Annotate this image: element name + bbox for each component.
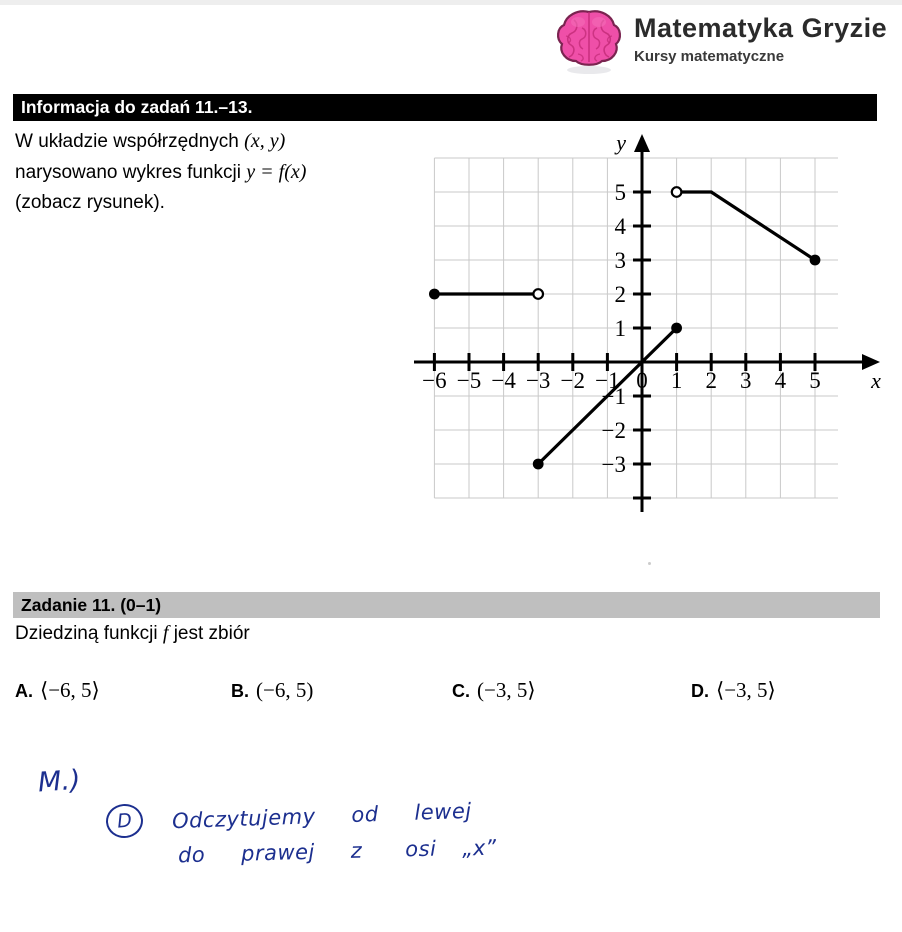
handwriting-line-2: do prawej z osi <box>177 836 437 868</box>
y-tick-label: 3 <box>614 248 626 273</box>
brain-icon <box>552 6 626 78</box>
page-top-strip <box>0 0 902 5</box>
y-tick-label: 4 <box>614 214 626 239</box>
y-tick-label: −1 <box>601 384 626 409</box>
brand-text-block <box>634 6 887 65</box>
brand-title: Matematyka Gryzie <box>634 13 888 43</box>
task-question-tail: jest zbiór <box>173 623 250 644</box>
closed-point-marker <box>810 255 821 266</box>
handwriting-line-1: Odczytujemy od lewej <box>171 798 472 834</box>
x-tick-label: 3 <box>740 368 752 393</box>
info-line-3 <box>15 188 415 218</box>
info-line-1-text: W układzie współrzędnych <box>15 131 239 152</box>
handwriting-circled-answer: D <box>105 802 145 839</box>
info-line-3-text: (zobacz rysunek). <box>15 192 165 213</box>
info-banner-title: Informacja do zadań 11.–13. <box>21 97 253 117</box>
page-speck <box>648 562 651 565</box>
task-question-math: f <box>162 622 169 644</box>
info-banner <box>13 94 877 121</box>
info-line-2-math: y = f(x) <box>246 161 307 183</box>
y-tick-label: 1 <box>614 316 626 341</box>
x-tick-label: 5 <box>809 368 821 393</box>
x-tick-label: −5 <box>456 368 482 393</box>
info-body <box>15 126 415 218</box>
answer-option-a[interactable] <box>15 678 100 703</box>
info-line-2 <box>15 157 415 188</box>
x-tick-label: −3 <box>525 368 551 393</box>
info-line-2-text: narysowano wykres funkcji <box>15 162 241 183</box>
answer-options <box>15 678 885 708</box>
x-tick-label: 1 <box>670 368 683 393</box>
task-banner-title: Zadanie 11. (0–1) <box>21 594 162 615</box>
brand-header <box>552 6 892 78</box>
x-tick-label: 0 <box>636 368 648 393</box>
answer-option-c-letter: C. <box>452 681 470 701</box>
answer-option-a-letter: A. <box>15 681 33 701</box>
function-graph-figure <box>410 130 890 530</box>
x-tick-label: −2 <box>560 368 586 393</box>
y-axis <box>633 134 651 512</box>
info-line-1 <box>15 126 415 157</box>
task-question <box>15 622 250 645</box>
graph-svg <box>410 130 890 530</box>
answer-option-b-value: (−6, 5) <box>256 678 314 702</box>
answer-option-c-value: (−3, 5⟩ <box>477 678 536 702</box>
answer-option-d[interactable] <box>691 678 776 703</box>
closed-point-marker <box>533 459 544 470</box>
handwriting-quote: „x” <box>461 835 497 861</box>
answer-option-a-value: ⟨−6, 5⟩ <box>40 678 100 702</box>
handwritten-annotation <box>0 748 700 888</box>
brand-subtitle: Kursy matematyczne <box>634 48 785 66</box>
y-tick-label: −3 <box>601 452 626 477</box>
closed-point-marker <box>429 289 440 300</box>
answer-option-d-value: ⟨−3, 5⟩ <box>716 678 776 702</box>
x-tick-label: 4 <box>774 368 787 393</box>
task-banner <box>13 592 880 618</box>
info-line-1-math: (x, y) <box>244 130 286 152</box>
x-tick-label: −6 <box>422 368 447 393</box>
y-axis-label: y <box>616 130 626 155</box>
answer-option-c[interactable] <box>452 678 536 703</box>
y-tick-label: −2 <box>601 418 626 443</box>
handwriting-marker: M.) <box>36 764 82 799</box>
y-tick-label: 2 <box>614 282 626 307</box>
x-tick-label: −4 <box>491 368 516 393</box>
open-point-marker <box>672 187 682 197</box>
y-tick-label: 5 <box>614 180 626 205</box>
x-tick-label: 2 <box>705 368 717 393</box>
answer-option-b-letter: B. <box>231 681 249 701</box>
x-axis-label: x <box>871 368 881 393</box>
open-point-marker <box>533 289 543 299</box>
task-question-text: Dziedziną funkcji <box>15 623 158 644</box>
answer-option-b[interactable] <box>231 678 313 703</box>
answer-option-d-letter: D. <box>691 681 709 701</box>
closed-point-marker <box>671 323 682 334</box>
x-tick-label: −1 <box>595 368 620 393</box>
